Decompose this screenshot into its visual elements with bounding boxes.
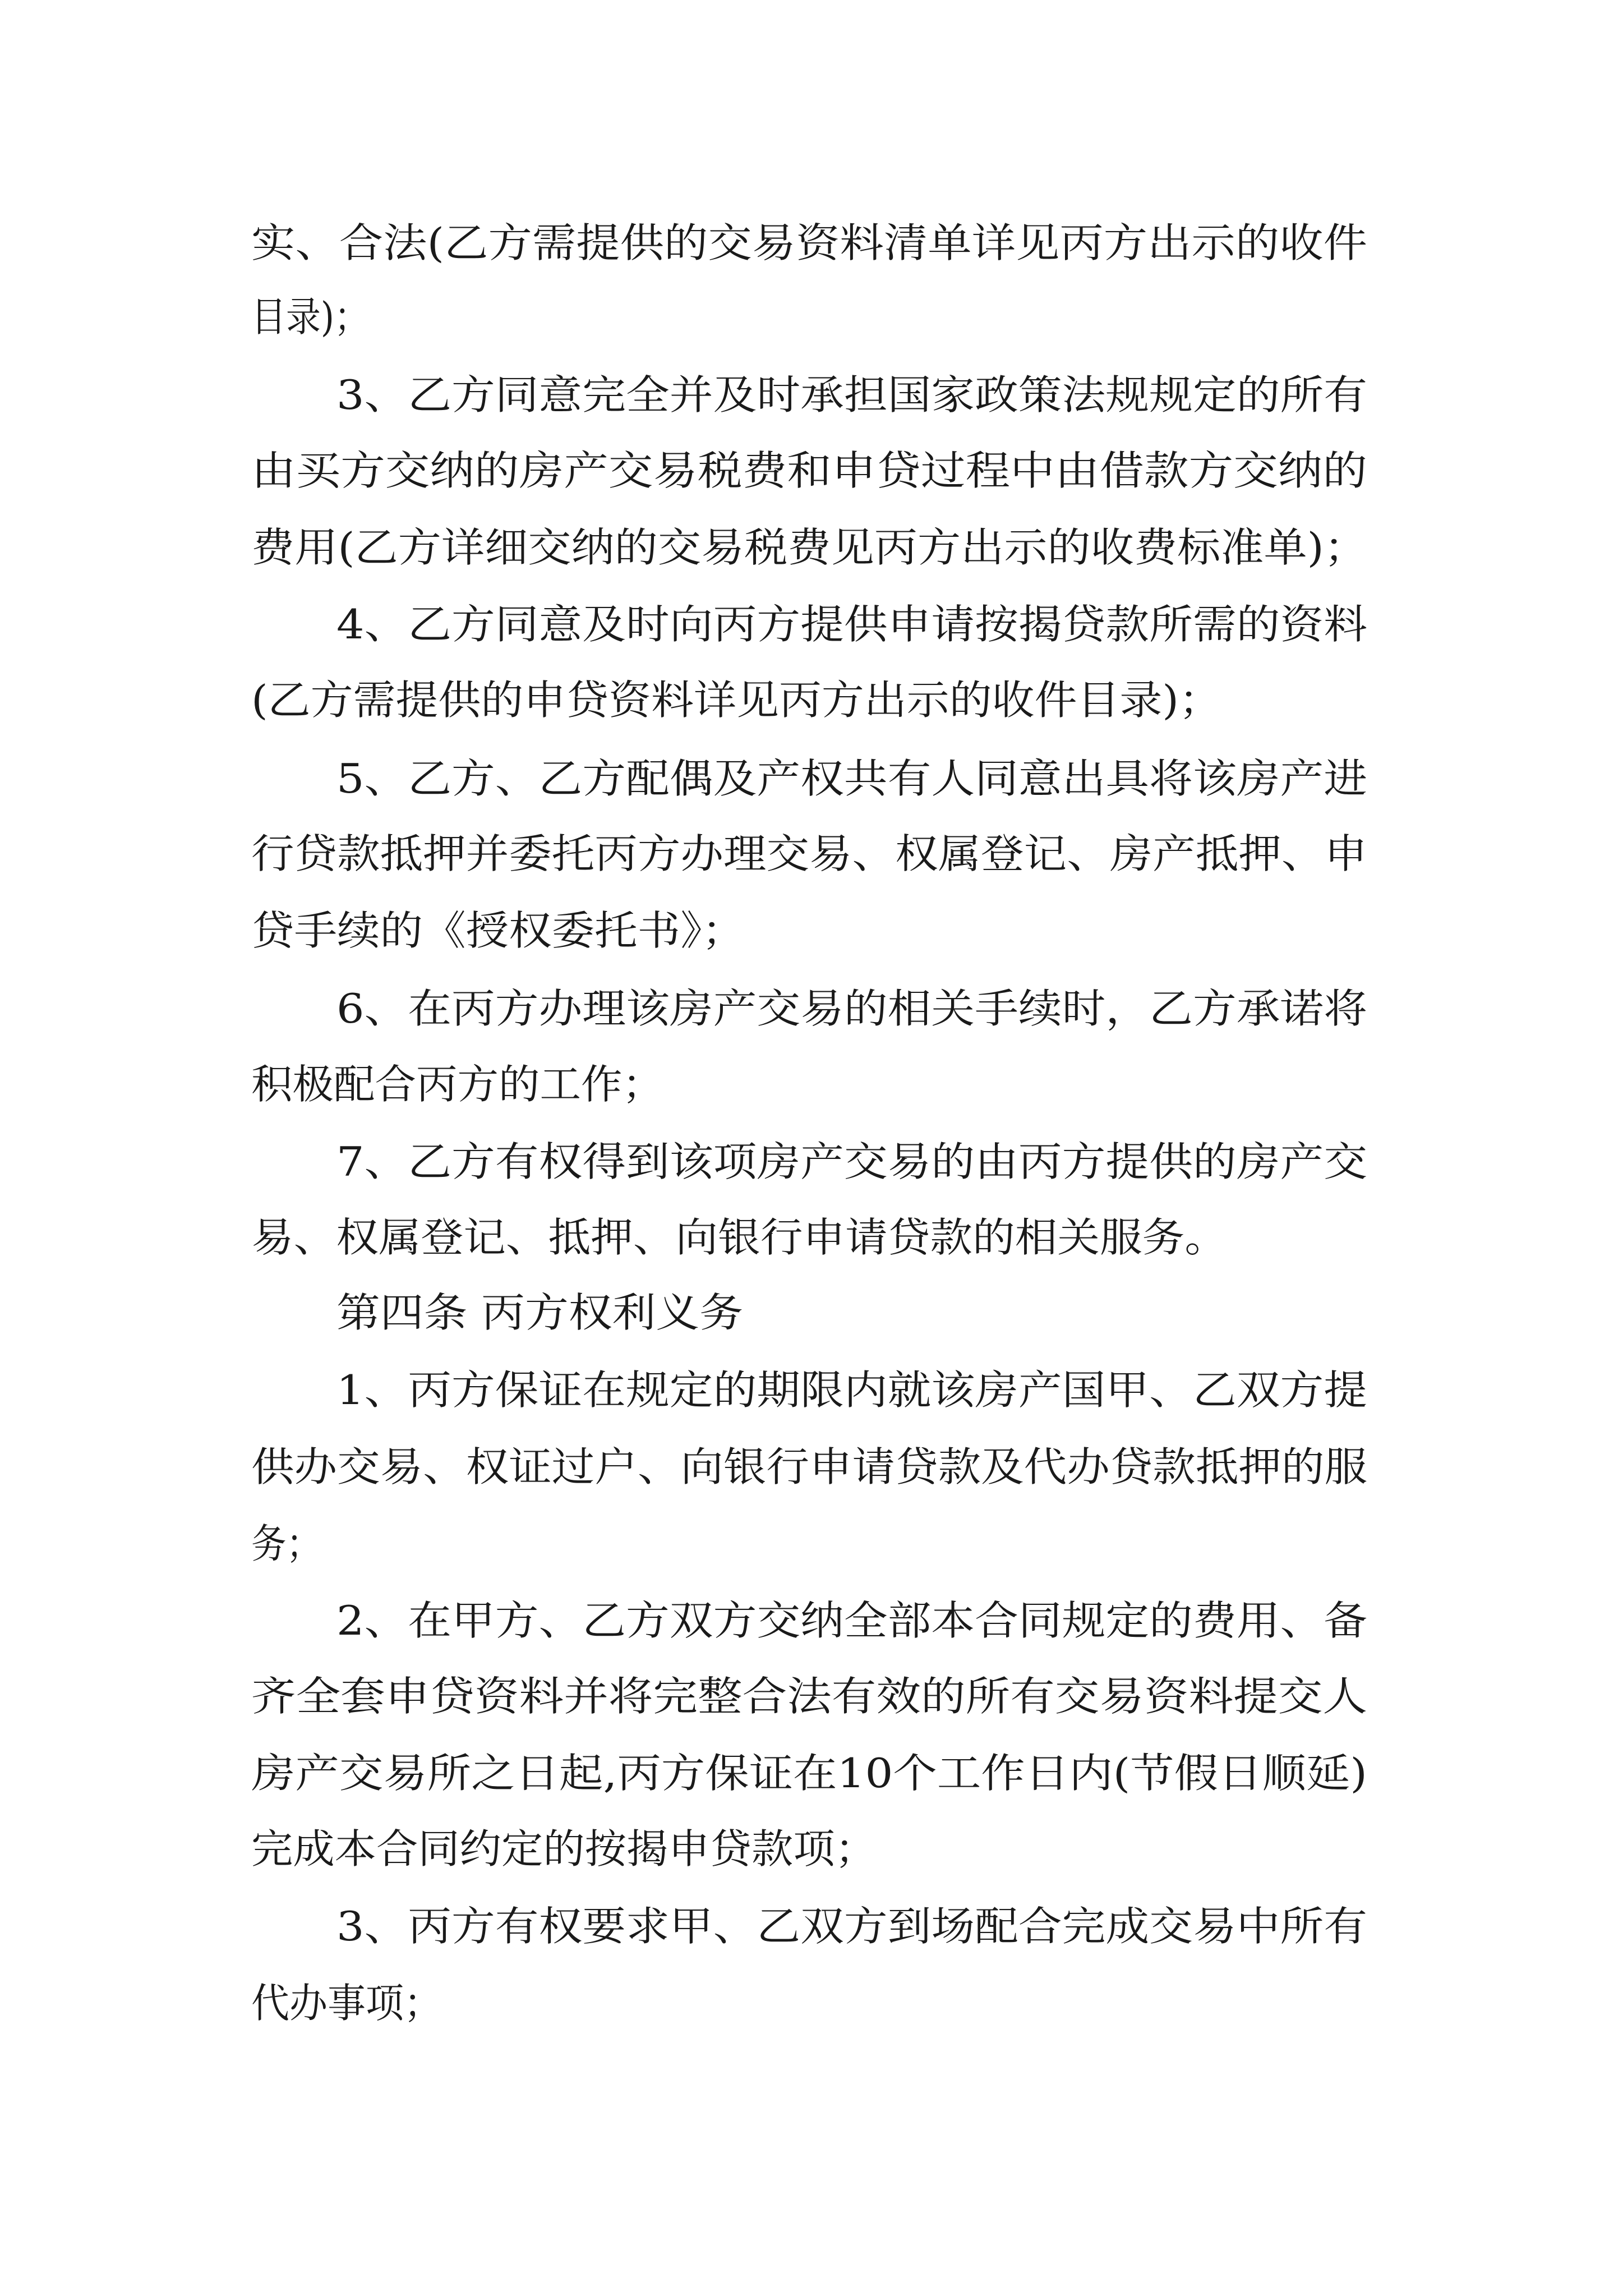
text-line xyxy=(0,815,1623,893)
text-line-content: 7、乙方有权得到该项房产交易的由丙方提供的房产交 xyxy=(336,1138,1367,1185)
text-line-content: 由买方交纳的房产交易税费和申贷过程中由借款方交纳的 xyxy=(251,447,1367,494)
text-line-content: 行贷款抵押并委托丙方办理交易、权属登记、房产抵押、申 xyxy=(251,830,1367,877)
text-line-content: 4、乙方同意及时向丙方提供申请按揭贷款所需的资料 xyxy=(336,601,1367,648)
text-line-content: 6、在丙方办理该房产交易的相关手续时，乙方承诺将 xyxy=(336,985,1367,1032)
text-line-content: 易、权属登记、抵押、向银行申请贷款的相关服务。 xyxy=(251,1214,1227,1261)
text-line xyxy=(0,1734,1623,1812)
text-line xyxy=(0,356,1623,434)
text-line-content: 房产交易所之日起,丙方保证在10个工作日内(节假日顺延) xyxy=(251,1750,1367,1797)
text-line xyxy=(0,661,1623,739)
text-line xyxy=(0,891,1623,970)
text-line xyxy=(0,1428,1623,1506)
text-line-content: 2、在甲方、乙方双方交纳全部本合同规定的费用、备 xyxy=(336,1597,1367,1644)
text-line-content: 3、乙方同意完全并及时承担国家政策法规规定的所有 xyxy=(336,371,1367,418)
text-line xyxy=(0,1964,1623,2042)
text-line xyxy=(0,1887,1623,1966)
text-line xyxy=(0,1504,1623,1583)
text-line xyxy=(0,1198,1623,1277)
text-line xyxy=(0,1122,1623,1201)
text-line-content: 完成本合同约定的按揭申贷款项； xyxy=(251,1825,877,1872)
text-line-content: 贷手续的《授权委托书》； xyxy=(251,907,745,954)
text-line-content: 务； xyxy=(251,1520,321,1567)
text-line xyxy=(0,278,1623,356)
text-line xyxy=(0,1581,1623,1660)
text-line-content: 5、乙方、乙方配偶及产权共有人同意出具将该房产进 xyxy=(336,755,1367,802)
text-line-content: 费用(乙方详细交纳的交易税费见丙方出示的收费标准单)； xyxy=(251,524,1367,571)
text-line xyxy=(0,508,1623,587)
text-line xyxy=(0,1657,1623,1736)
text-line-content: 积极配合丙方的工作； xyxy=(251,1061,663,1108)
text-line-content: 代办事项； xyxy=(251,1980,442,2027)
section-heading xyxy=(0,1273,1623,1352)
text-line xyxy=(0,431,1623,510)
text-line xyxy=(0,1810,1623,1888)
text-line-content: 1、丙方保证在规定的期限内就该房产国甲、乙双方提 xyxy=(336,1366,1367,1414)
section-heading-text: 第四条 丙方权利义务 xyxy=(336,1289,743,1336)
text-line xyxy=(0,1045,1623,1124)
text-line xyxy=(0,204,1623,282)
text-line-content: (乙方需提供的申贷资料详见丙方出示的收件目录)； xyxy=(251,677,1221,724)
text-line xyxy=(0,969,1623,1048)
text-line-content: 齐全套申贷资料并将完整合法有效的所有交易资料提交人 xyxy=(251,1673,1367,1720)
text-line-content: 实、合法(乙方需提供的交易资料清单详见丙方出示的收件 xyxy=(251,219,1367,266)
text-line-content: 目录)； xyxy=(251,293,369,341)
text-line-content: 3、丙方有权要求甲、乙双方到场配合完成交易中所有 xyxy=(336,1903,1367,1950)
text-line xyxy=(0,739,1623,818)
text-line xyxy=(0,1351,1623,1429)
text-line-content: 供办交易、权证过户、向银行申请贷款及代办贷款抵押的服 xyxy=(251,1443,1367,1490)
text-line xyxy=(0,585,1623,664)
